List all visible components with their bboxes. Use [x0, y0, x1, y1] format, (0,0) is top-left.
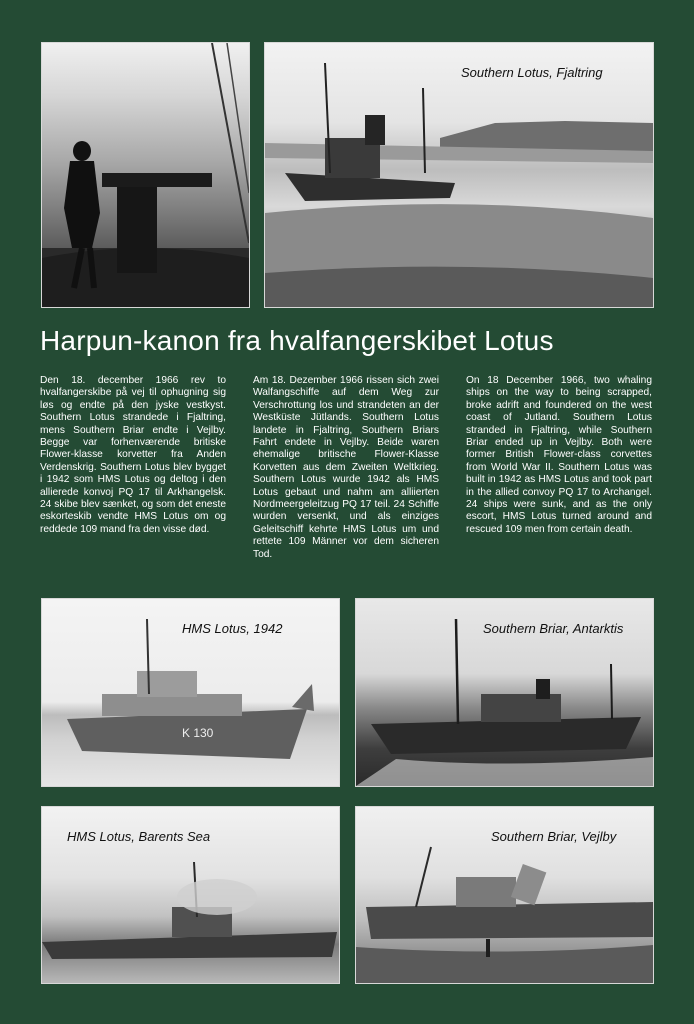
english-text: On 18 December 1966, two whaling ships on the way to being scrapped, broke adrift and foundered on the west coast of Jutland. Southern Lotus stranded in Fjaltring, while Southern Briar ended up in Vejlby. Both were former British Flower-class corvettes from World War II. Southern Lotus was built in 1942 as HMS Lotus and took part in the allied convoy PQ 17 to Archangel. 24 ships were sunk, and as the only escort, HMS Lotus turned around and rescued 109 men from certain death. — [466, 375, 652, 535]
german-text: Am 18. Dezember 1966 rissen sich zwei Walfangschiffe auf dem Weg zur Verschrottung los und strandeten an der Westküste Jütlands. Southern Lotus landete in Fjaltring, Southern Briars Fahrt endete in Vejlby. Beide waren ehemalige britische Flower-Klasse Korvetten aus dem Zweiten Weltkrieg. Southern Lotus wurde 1942 als HMS Lotus gebaut und nahm am alliierten Nordmeergeleitzug PQ 17 teil. 24 Schiffe wurden versenkt, und als einziges Geleitschiff kehrte HMS Lotus um und rettete 109 Männer vor dem sicheren Tod. — [253, 375, 439, 560]
text-column-danish — [40, 375, 226, 536]
hull-number: K 130 — [182, 726, 214, 740]
text-column-german — [253, 375, 439, 561]
photo-southern-briar-vejlby — [355, 806, 654, 984]
page-title: Harpun-kanon fra hvalfangerskibet Lotus — [40, 325, 554, 356]
photo-hms-lotus-barents-sea — [41, 806, 340, 984]
photo-hms-lotus-1942 — [41, 598, 340, 787]
caption-southern-briar-antarktis: Southern Briar, Antarktis — [483, 621, 624, 636]
photo-southern-briar-antarktis — [355, 598, 654, 787]
photo-southern-lotus-fjaltring — [264, 42, 654, 308]
caption-hms-lotus-barents-sea: HMS Lotus, Barents Sea — [67, 829, 211, 844]
caption-southern-briar-vejlby: Southern Briar, Vejlby — [491, 829, 617, 844]
photo-harpoon-gunner — [41, 42, 250, 308]
danish-text: Den 18. december 1966 rev to hvalfangerskibe på vej til ophugning sig løs og endte på den jyske vestkyst. Southern Lotus strandede i Fjaltring, mens Southern Briar endte i Vejlby. Begge var forhenværende britiske Flower-klasse korvetter fra Anden Verdenskrig. Southern Lotus blev bygget i 1942 som HMS Lotus og deltog i den allierede konvoj PQ 17 til Arkhangelsk. 24 skibe blev sænket, og som det eneste eskorteskib vendte HMS Lotus om og reddede 109 mand fra den visse død. — [40, 375, 226, 535]
text-column-english — [466, 375, 652, 536]
caption-southern-lotus-fjaltring: Southern Lotus, Fjaltring — [461, 65, 603, 80]
caption-hms-lotus-1942: HMS Lotus, 1942 — [182, 621, 283, 636]
